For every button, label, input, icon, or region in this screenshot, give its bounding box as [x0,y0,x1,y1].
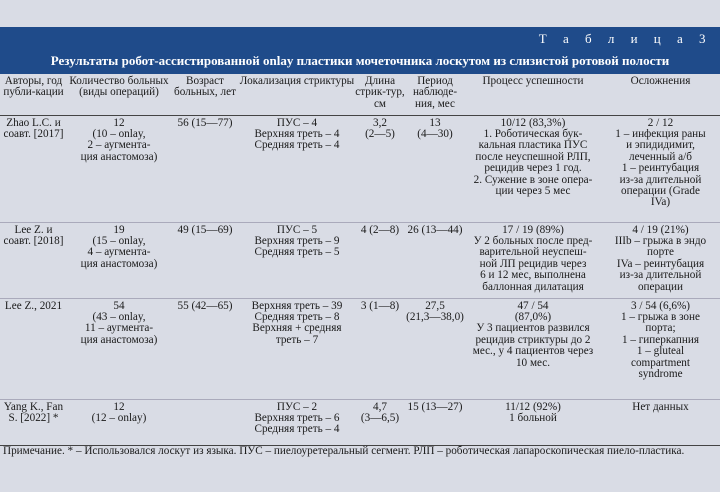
cell-success: 11/12 (92%) 1 больной [465,399,601,445]
cell-success: 17 / 19 (89%) У 2 больных после пред- варительной неуспеш- ной ЛП рецидив через 6 и 12 мес, выполнена баллонная дилатация [465,222,601,298]
col-success: Процесс успешности [465,74,601,115]
col-patients: Количество больных (виды операций) [67,74,171,115]
table-number: Т а б л и ц а 3 [538,31,712,46]
cell-patients: 54 (43 – onlay, 11 – аугмента- ция анастомоза) [67,298,171,399]
cell-period: 26 (13—44) [405,222,465,298]
cell-age [171,399,239,445]
results-table [0,74,720,446]
cell-success: 47 / 54 (87,0%) У 3 пациентов развился рецидив стриктуры до 2 мес., у 4 пациентов через 10 мес. [465,298,601,399]
cell-localization: ПУС – 4 Верхняя треть – 4 Средняя треть – 4 [239,115,355,222]
cell-localization: ПУС – 2 Верхняя треть – 6 Средняя треть – 4 [239,399,355,445]
header-row [0,74,720,115]
col-length: Длина стрик-тур, см [355,74,405,115]
table-row [0,399,720,445]
col-age: Возраст больных, лет [171,74,239,115]
table-note: Примечание. * – Использовался лоскут из языка. ПУС – пиелоуретеральный сегмент. РЛП – роботическая лапароскопическая пиело-пластика. [3,445,685,457]
cell-age: 49 (15—69) [171,222,239,298]
cell-complications: Нет данных [601,399,720,445]
cell-complications: 4 / 19 (21%) IIIb – грыжа в эндо порте IVa – реинтубация из-за длительной операции [601,222,720,298]
col-localization: Локализация стриктуры [239,74,355,115]
cell-authors: Lee Z. и соавт. [2018] [0,222,67,298]
cell-success: 10/12 (83,3%) 1. Роботическая бук- кальная пластика ПУС после неуспешной РЛП, рецидив через 1 год. 2. Сужение в зоне опера- ции через 5 мес [465,115,601,222]
cell-authors: Yang K., Fan S. [2022] * [0,399,67,445]
cell-authors: Lee Z., 2021 [0,298,67,399]
table-header-band [0,27,720,74]
cell-age: 55 (42—65) [171,298,239,399]
col-period: Период наблюде-ния, мес [405,74,465,115]
cell-period: 27,5 (21,3—38,0) [405,298,465,399]
cell-length: 4,7 (3—6,5) [355,399,405,445]
cell-complications: 3 / 54 (6,6%) 1 – грыжа в зоне порта; 1 – гиперкапния 1 – gluteal compartment syndrome [601,298,720,399]
table-row [0,115,720,222]
cell-period: 13 (4—30) [405,115,465,222]
cell-localization: Верхняя треть – 39 Средняя треть – 8 Верхняя + средняя треть – 7 [239,298,355,399]
col-authors: Авторы, год публи-кации [0,74,67,115]
table-row [0,298,720,399]
cell-patients: 12 (10 – onlay, 2 – аугмента- ция анастомоза) [67,115,171,222]
cell-length: 3,2 (2—5) [355,115,405,222]
cell-localization: ПУС – 5 Верхняя треть – 9 Средняя треть – 5 [239,222,355,298]
cell-length: 3 (1—8) [355,298,405,399]
table-row [0,222,720,298]
cell-authors: Zhao L.C. и соавт. [2017] [0,115,67,222]
cell-patients: 12 (12 – onlay) [67,399,171,445]
cell-age: 56 (15—77) [171,115,239,222]
cell-length: 4 (2—8) [355,222,405,298]
cell-period: 15 (13—27) [405,399,465,445]
col-complications: Осложнения [601,74,720,115]
table-title: Результаты робот-ассистированной onlay пластики мочеточника лоскутом из слизистой ротовой полости [50,53,670,68]
cell-patients: 19 (15 – onlay, 4 – аугмента- ция анастомоза) [67,222,171,298]
cell-complications: 2 / 12 1 – инфекция раны и эпидидимит, леченный а/б 1 – реинтубация из-за длительной операции (Grade IVa) [601,115,720,222]
